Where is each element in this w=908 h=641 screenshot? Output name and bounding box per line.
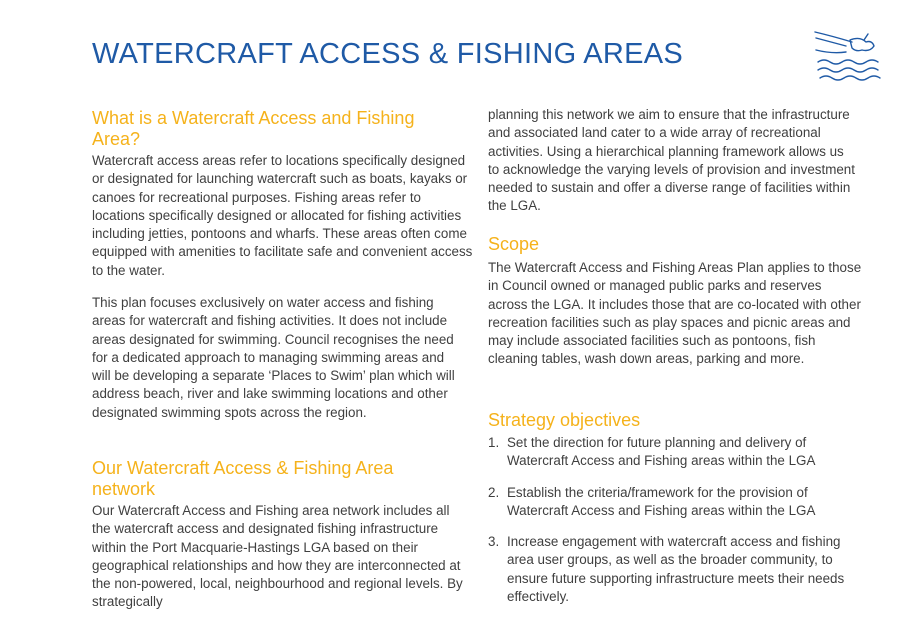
paragraph-network: Our Watercraft Access and Fishing area network includes all the watercraft access and designated fishing infrastructure within the Port Macquarie-Hastings LGA based on their geographical relationships and how they are interconnected at the non-powered, local, neighbourhood and regional levels. By strategically xyxy=(92,503,463,610)
objective-item xyxy=(488,533,868,606)
paragraph-scope: The Watercraft Access and Fishing Areas Plan applies to those in Council owned or managed public parks and reserves across the LGA. It includes those that are co-located with other recreation facilities such as play spaces and picnic areas and may include associated facilities such as pontoons, fish cleaning tables, wash down areas, parking and more. xyxy=(488,260,862,367)
objectives-list xyxy=(488,434,868,619)
watercraft-fishing-logo-icon xyxy=(812,28,884,84)
objective-number: 1. xyxy=(488,435,500,450)
heading-scope: Scope xyxy=(488,234,540,254)
objective-item xyxy=(488,484,868,521)
paragraph-plan-focus: This plan focuses exclusively on water access and fishing areas for watercraft and fishing activities. It does not include areas designated for swimming. Council recognises the need for a dedicated approach to managing swimming areas and will be developing a separate ‘Places to Swim’ plan which will address beach, river and lake swimming locations and other designated swimming spots across the region. xyxy=(92,295,455,420)
objective-number: 3. xyxy=(488,534,500,550)
objective-text: Increase engagement with watercraft access and fishing area user groups, as well as the broader community, to ensure future supporting infrastructure meets their needs effectively. xyxy=(507,534,845,605)
objective-text: Establish the criteria/framework for the provision of Watercraft Access and Fishing areas within the LGA xyxy=(507,484,816,518)
paragraph-network-continued: planning this network we aim to ensure that the infrastructure and associated land cater to a wide array of recreational activities. Using a hierarchical planning framework allows us to acknowledge the varying levels of provision and investment needed to sustain and offer a diverse range of facilities within the LGA. xyxy=(488,107,855,214)
paragraph-definition: Watercraft access areas refer to locations specifically designed or designated for launching watercraft such as boats, kayaks or canoes for recreational purposes. Fishing areas refer to locations specifically designed or allocated for fishing activities including jetties, pontoons and wharfs. These areas often come equipped with amenities to facilitate safe and convenient access to the water. xyxy=(92,153,473,278)
page-title: WATERCRAFT ACCESS & FISHING AREAS xyxy=(92,38,684,70)
heading-what-is: What is a Watercraft Access and Fishing Area? xyxy=(92,108,415,149)
heading-network: Our Watercraft Access & Fishing Area network xyxy=(92,458,394,499)
objective-number: 2. xyxy=(488,484,500,500)
objective-text: Set the direction for future planning and delivery of Watercraft Access and Fishing areas within the LGA xyxy=(507,435,816,469)
heading-strategy-objectives: Strategy objectives xyxy=(488,410,641,430)
objective-item xyxy=(488,434,868,471)
